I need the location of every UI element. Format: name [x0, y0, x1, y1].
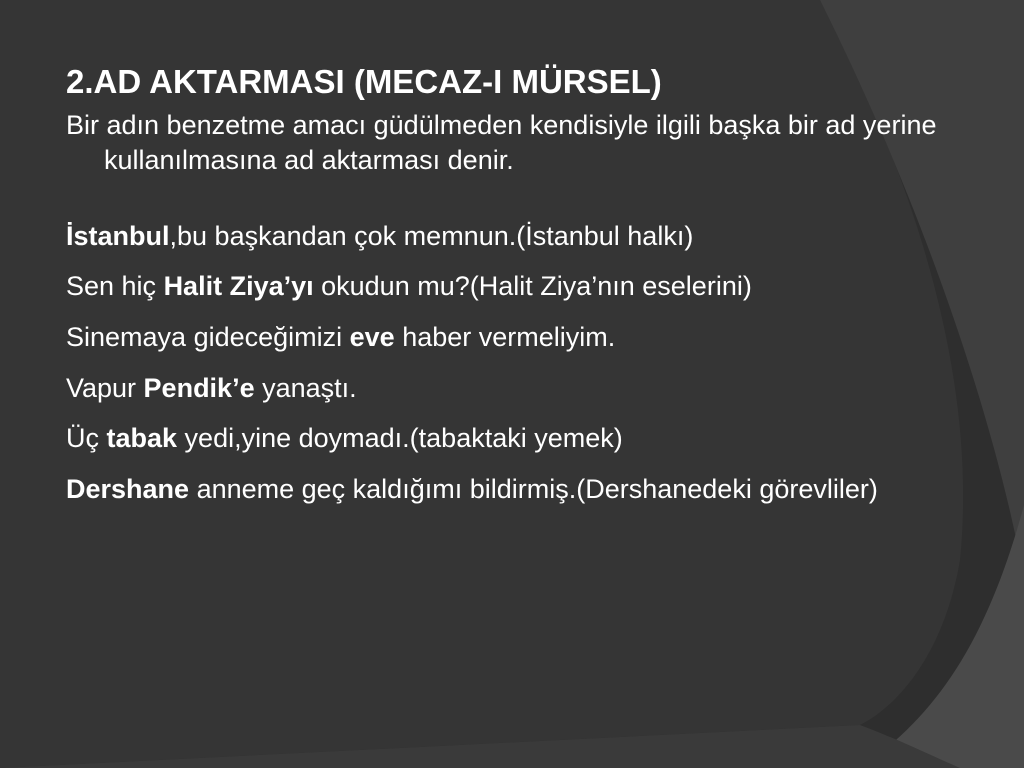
example-line-3	[66, 320, 966, 356]
example-5-text: yedi,yine doymadı.(tabaktaki yemek)	[177, 423, 623, 454]
example-line-4	[66, 371, 966, 407]
example-2-keyword: Halit Ziya’yı	[163, 271, 314, 302]
example-1-keyword: İstanbul	[66, 220, 170, 251]
spacer	[66, 179, 966, 219]
example-3-keyword: eve	[349, 322, 395, 353]
example-1-text: ,bu başkandan çok memnun.(İstanbul halkı)	[169, 220, 694, 251]
example-6-keyword: Dershane	[66, 473, 190, 504]
example-line-2	[66, 269, 966, 305]
definition-paragraph: Bir adın benzetme amacı güdülmeden kendisiyle ilgili başka bir ad yerine kullanılmasına ad aktarması denir.	[66, 109, 937, 176]
example-2-lead: Sen hiç	[66, 271, 164, 302]
example-line-1	[66, 219, 966, 255]
example-4-text: yanaştı.	[254, 372, 357, 403]
example-4-keyword: Pendik’e	[143, 372, 255, 403]
example-6-text: anneme geç kaldığımı bildirmiş.(Dershanedeki görevliler)	[189, 473, 878, 504]
example-5-lead: Üç	[66, 423, 107, 454]
example-3-lead: Sinemaya gideceğimizi	[66, 322, 350, 353]
slide-content	[66, 62, 966, 508]
example-line-6	[66, 472, 966, 508]
example-5-keyword: tabak	[106, 423, 178, 454]
example-3-text: haber vermeliyim.	[394, 322, 616, 353]
example-line-5	[66, 421, 966, 457]
example-4-lead: Vapur	[66, 372, 144, 403]
slide-title: 2.AD AKTARMASI (MECAZ-I MÜRSEL)	[66, 63, 662, 100]
example-2-text: okudun mu?(Halit Ziya’nın eselerini)	[313, 271, 752, 302]
